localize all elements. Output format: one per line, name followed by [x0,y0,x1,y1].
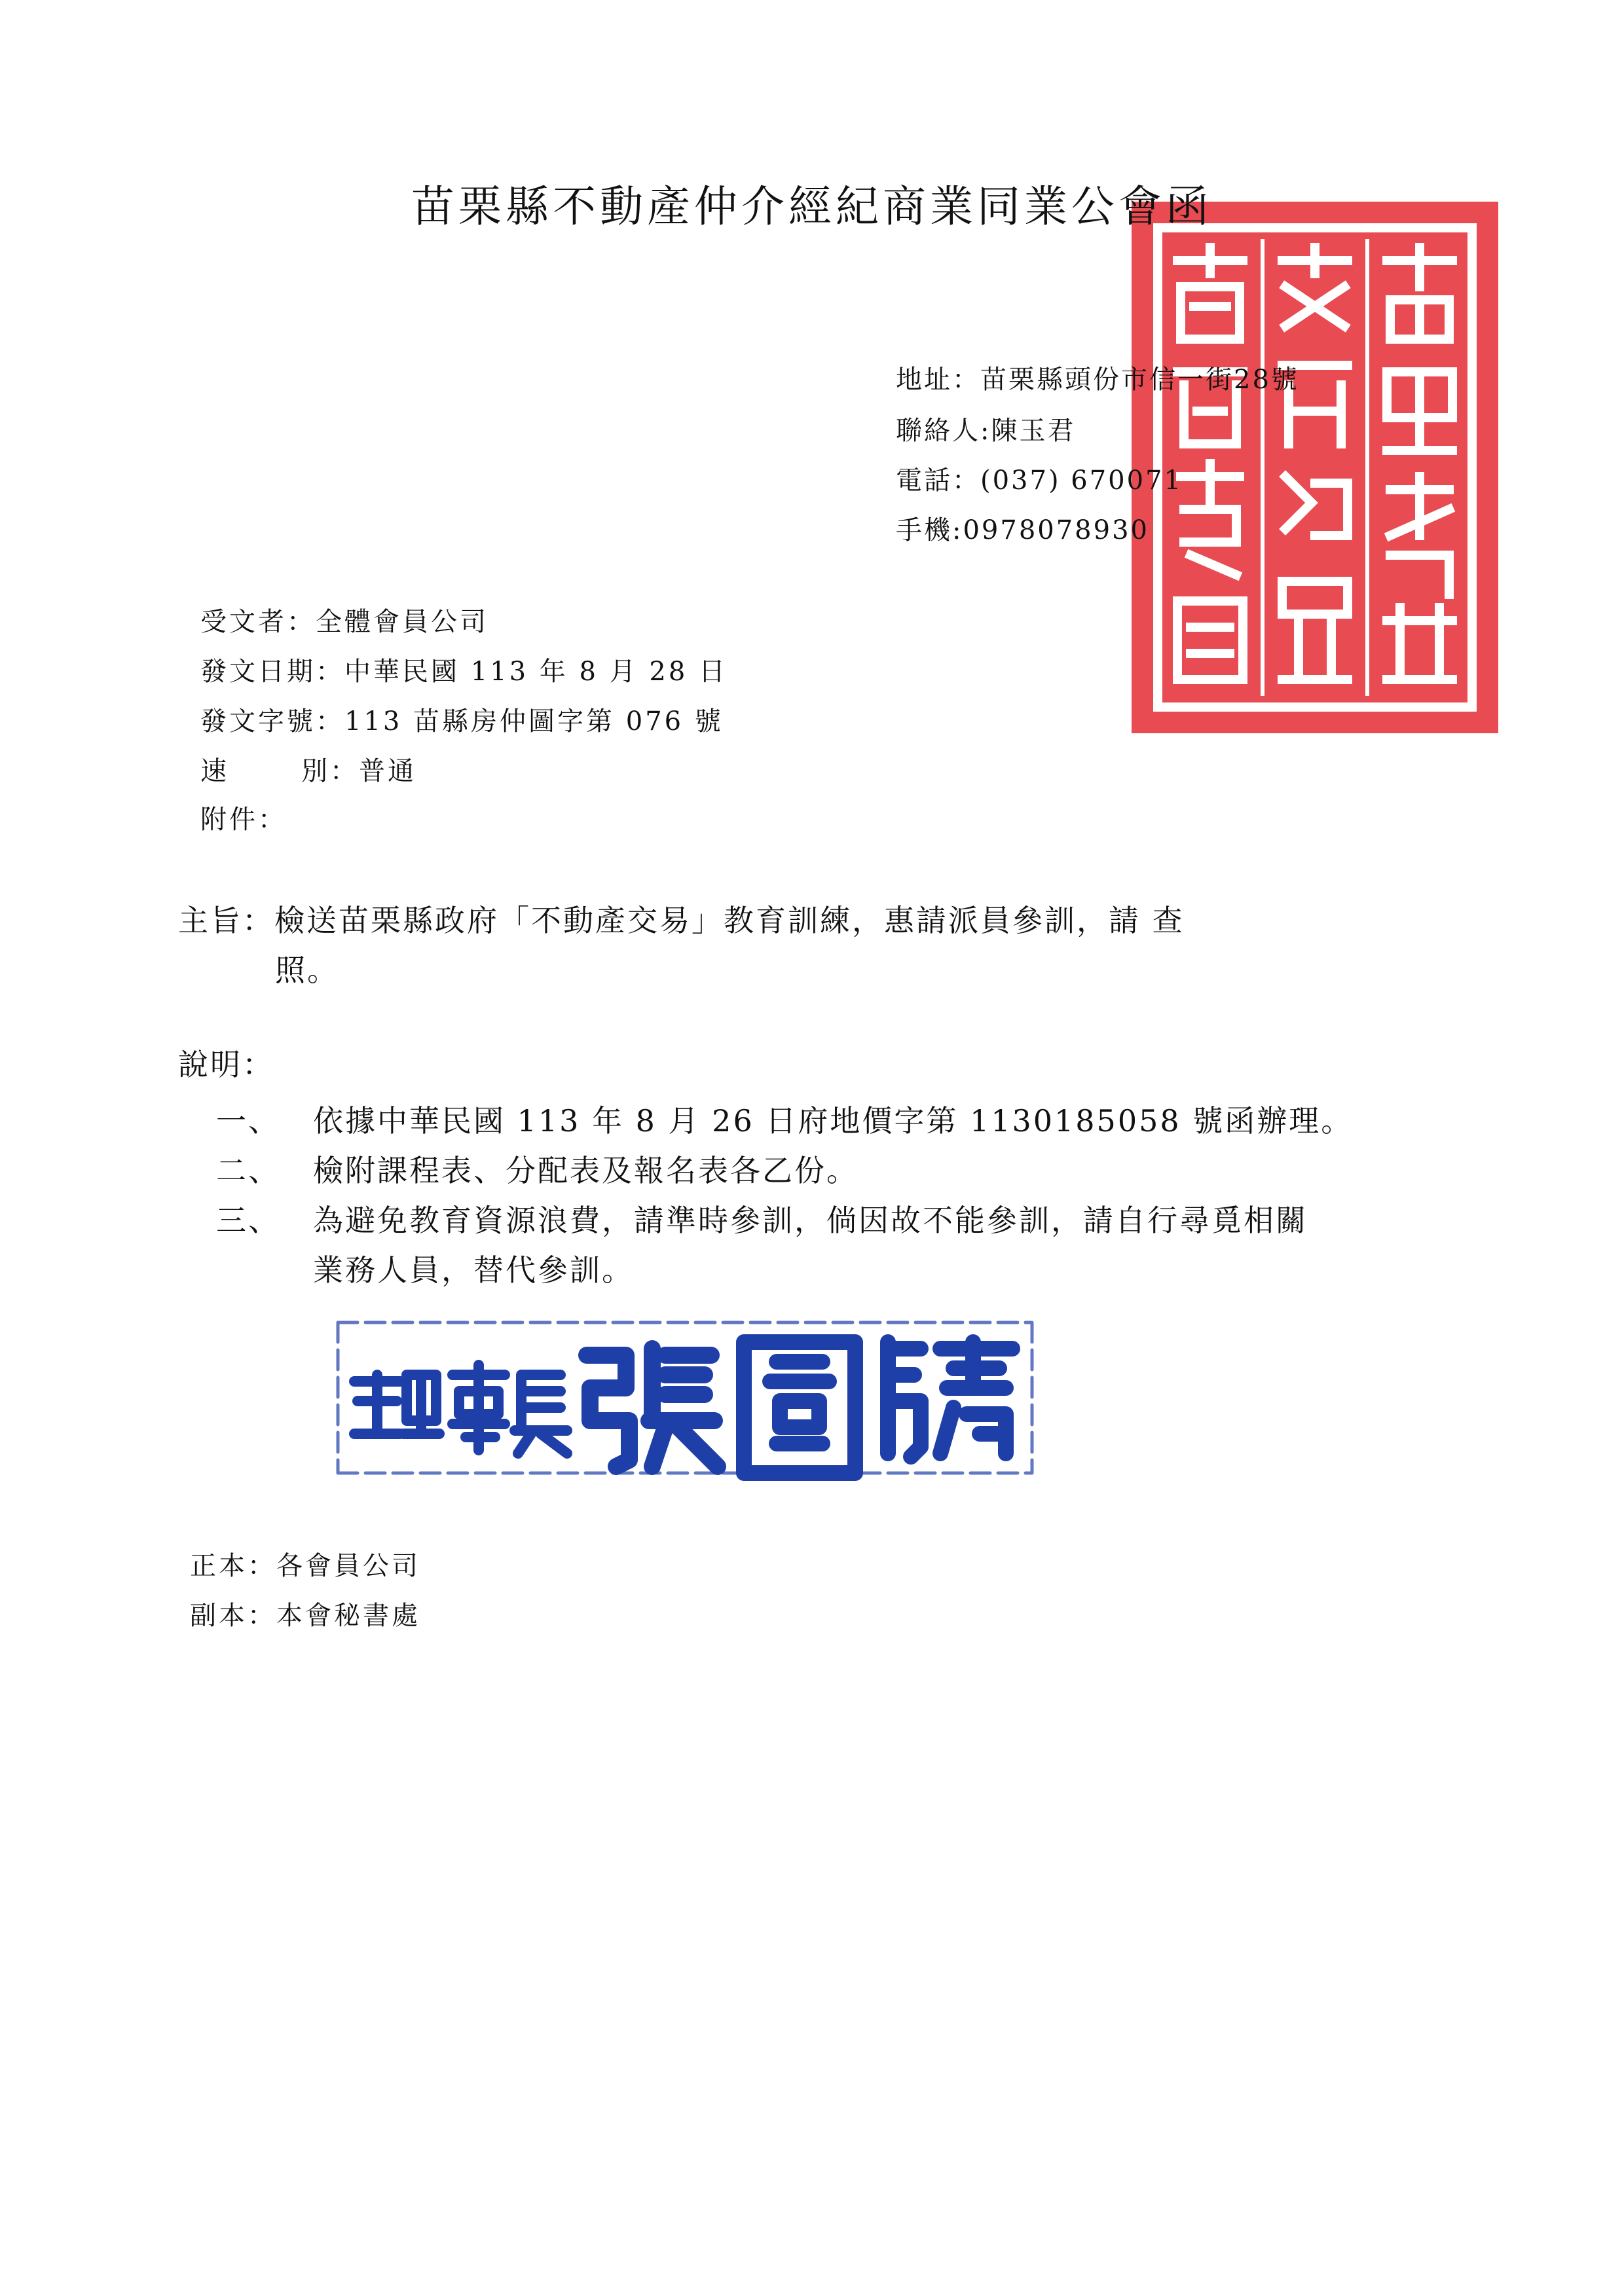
explanation-item-number: 二、 [216,1153,280,1188]
mobile-line: 手機:0978078930 [896,515,1149,545]
recipient-line: 受文者：全體會員公司 [200,607,489,637]
contact-person-line: 聯絡人:陳玉君 [896,416,1076,446]
speed-label: 速 [200,756,229,786]
speed-line [200,750,416,788]
document-title: 苗栗縣不動產仲介經紀商業同業公會函 [411,181,1213,232]
copy-recipient-line: 副本：本會秘書處 [190,1601,420,1631]
speed-label-2: 別 [301,756,330,786]
explanation-item-text: 為避免教育資源浪費，請準時參訓，倘因故不能參訓，請自行尋覓相關 [313,1203,1308,1238]
explanation-item-text: 檢附課程表、分配表及報名表各乙份。 [313,1153,858,1188]
explanation-item-number: 一、 [216,1103,280,1139]
explanation-heading: 說明： [178,1047,274,1082]
issue-date-line: 發文日期：中華民國 113 年 8 月 28 日 [200,657,728,687]
address-line: 地址：苗栗縣頭份市信一街28號 [896,365,1299,395]
explanation-item-text: 依據中華民國 113 年 8 月 26 日府地價字第 1130185058 號函辦理。 [313,1103,1354,1139]
official-seal [1132,202,1498,733]
attachment-line: 附件： [200,805,287,835]
subject-line-1: 主旨：檢送苗栗縣政府「不動產交易」教育訓練，惠請派員參訓，請 查 [178,903,1185,938]
explanation-item-number: 三、 [216,1203,280,1238]
speed-value: ：普通 [330,756,416,786]
explanation-item-text-continued: 業務人員，替代參訓。 [313,1252,634,1288]
original-recipient-line: 正本：各會員公司 [190,1551,420,1581]
subject-line-2: 照。 [275,953,339,988]
phone-line: 電話：(037) 670071 [896,465,1183,496]
doc-number-line: 發文字號：113 苗縣房仲圖字第 076 號 [200,706,724,737]
chairman-signature-stamp [325,1303,1052,1493]
